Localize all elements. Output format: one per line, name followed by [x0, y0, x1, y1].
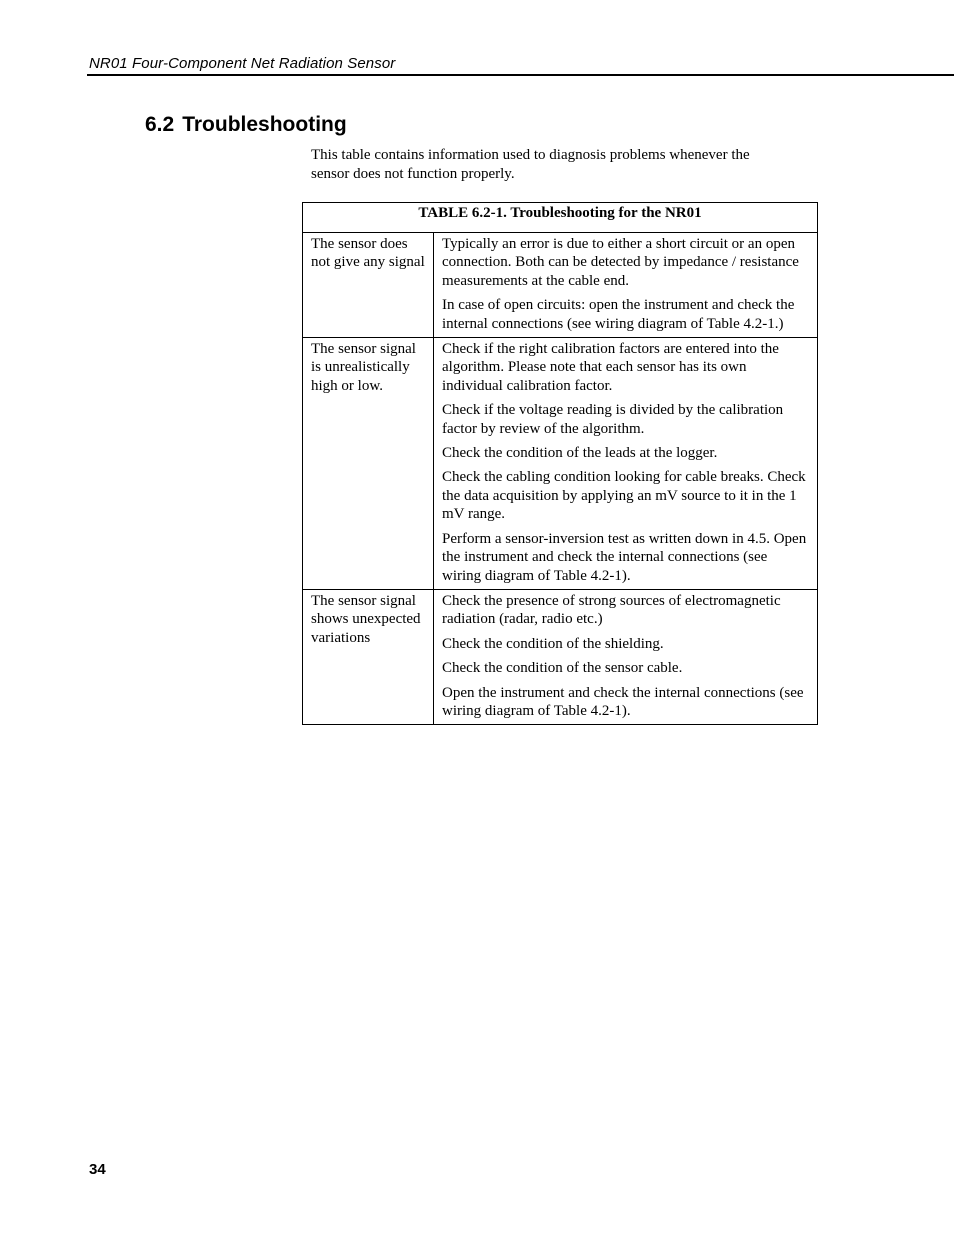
action-item: Check if the right calibration factors are entered into the algorithm. Please note that each sensor has its own individual calibration factor.: [442, 341, 779, 394]
actions-cell: [434, 233, 818, 338]
section-number: 6.2: [145, 113, 175, 136]
action-item: Check the condition of the leads at the logger.: [442, 445, 718, 462]
table-row: [303, 233, 818, 338]
table-caption: TABLE 6.2-1. Troubleshooting for the NR01: [303, 203, 818, 233]
action-item: Check the presence of strong sources of electromagnetic radiation (radar, radio etc.): [442, 592, 781, 628]
action-item: Check the cabling condition looking for cable breaks. Check the data acquisition by applying an mV source to it in the 1 mV range.: [442, 469, 806, 523]
action-item: Check if the voltage reading is divided by the calibration factor by review of the algorithm.: [442, 402, 784, 437]
section-title: Troubleshooting: [182, 113, 347, 136]
action-item: Open the instrument and check the internal connections (see wiring diagram of Table 4.2-1).: [442, 684, 804, 719]
intro-paragraph: This table contains information used to diagnosis problems whenever the sensor does not function properly.: [311, 147, 750, 182]
symptom-cell: The sensor does not give any signal: [303, 233, 434, 338]
table-row: [303, 338, 818, 590]
action-item: In case of open circuits: open the instrument and check the internal connections (see wiring diagram of Table 4.2-1.): [442, 297, 795, 332]
table-row: [303, 589, 818, 724]
symptom-cell: The sensor signal is unrealistically high or low.: [303, 338, 434, 590]
page-number: 34: [89, 1161, 106, 1178]
actions-cell: [434, 589, 818, 724]
section-heading: [145, 113, 347, 137]
table-caption-row: [303, 203, 818, 233]
action-item: Check the condition of the sensor cable.: [442, 660, 683, 677]
action-item: Perform a sensor-inversion test as written down in 4.5. Open the instrument and check the internal connections (see wiring diagram of Table 4.2-1).: [442, 530, 807, 584]
action-item: Check the condition of the shielding.: [442, 635, 664, 652]
running-header: NR01 Four-Component Net Radiation Sensor: [89, 55, 396, 72]
symptom-cell: The sensor signal shows unexpected variations: [303, 589, 434, 724]
header-rule: [87, 74, 954, 76]
troubleshooting-table: [302, 202, 818, 725]
action-item: Typically an error is due to either a short circuit or an open connection. Both can be detected by impedance / resistance measurements at the cable end.: [442, 236, 799, 289]
actions-cell: [434, 338, 818, 590]
